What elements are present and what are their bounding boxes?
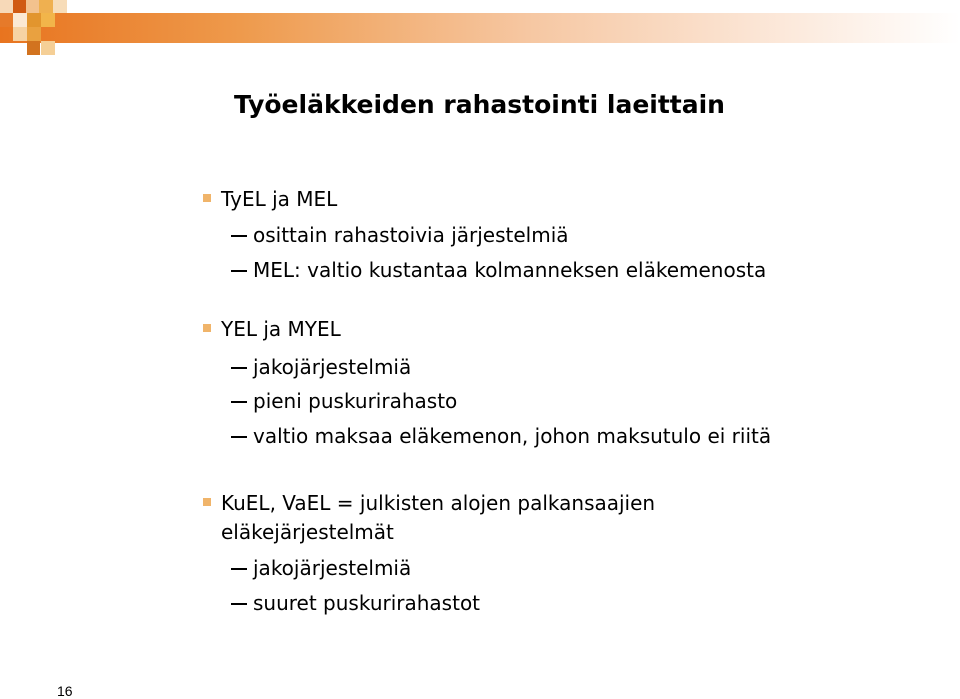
dash-icon [231,367,247,369]
decorative-square [27,41,40,55]
dash-icon [231,270,247,272]
sub-bullet-text: MEL: valtio kustantaa kolmanneksen eläkemenosta [253,258,767,282]
bullet-heading: YEL ja MYEL [221,317,341,341]
sub-bullet-text: jakojärjestelmiä [253,556,412,580]
decorative-square [39,0,53,13]
bullet-square-icon [203,324,211,332]
header-decoration-band [0,13,960,43]
sub-bullet-text: suuret puskurirahastot [253,591,481,615]
dash-icon [231,235,247,237]
bullet-square-icon [203,194,211,202]
sub-bullet-text: osittain rahastoivia järjestelmiä [253,223,569,247]
slide-title: Työeläkkeiden rahastointi laeittain [234,90,725,119]
bullet-heading: KuEL, VaEL = julkisten alojen palkansaajien [221,491,656,515]
dash-icon [231,568,247,570]
decorative-square [13,13,27,27]
decorative-square [41,13,55,27]
decorative-square [0,0,13,13]
bullet-heading-continuation: eläkejärjestelmät [221,520,394,544]
decorative-square [27,27,41,41]
page-number: 16 [57,683,73,699]
decorative-square [13,27,27,41]
bullet-square-icon [203,498,211,506]
sub-bullet-text: valtio maksaa eläkemenon, johon maksutulo ei riitä [253,424,772,448]
decorative-square [13,0,26,13]
dash-icon [231,436,247,438]
decorative-square [53,0,67,13]
decorative-square [0,13,13,27]
decorative-square [27,13,41,27]
bullet-heading: TyEL ja MEL [221,187,338,211]
decorative-square [26,0,39,13]
dash-icon [231,401,247,403]
decorative-square [41,41,55,55]
dash-icon [231,603,247,605]
sub-bullet-text: pieni puskurirahasto [253,389,458,413]
sub-bullet-text: jakojärjestelmiä [253,355,412,379]
